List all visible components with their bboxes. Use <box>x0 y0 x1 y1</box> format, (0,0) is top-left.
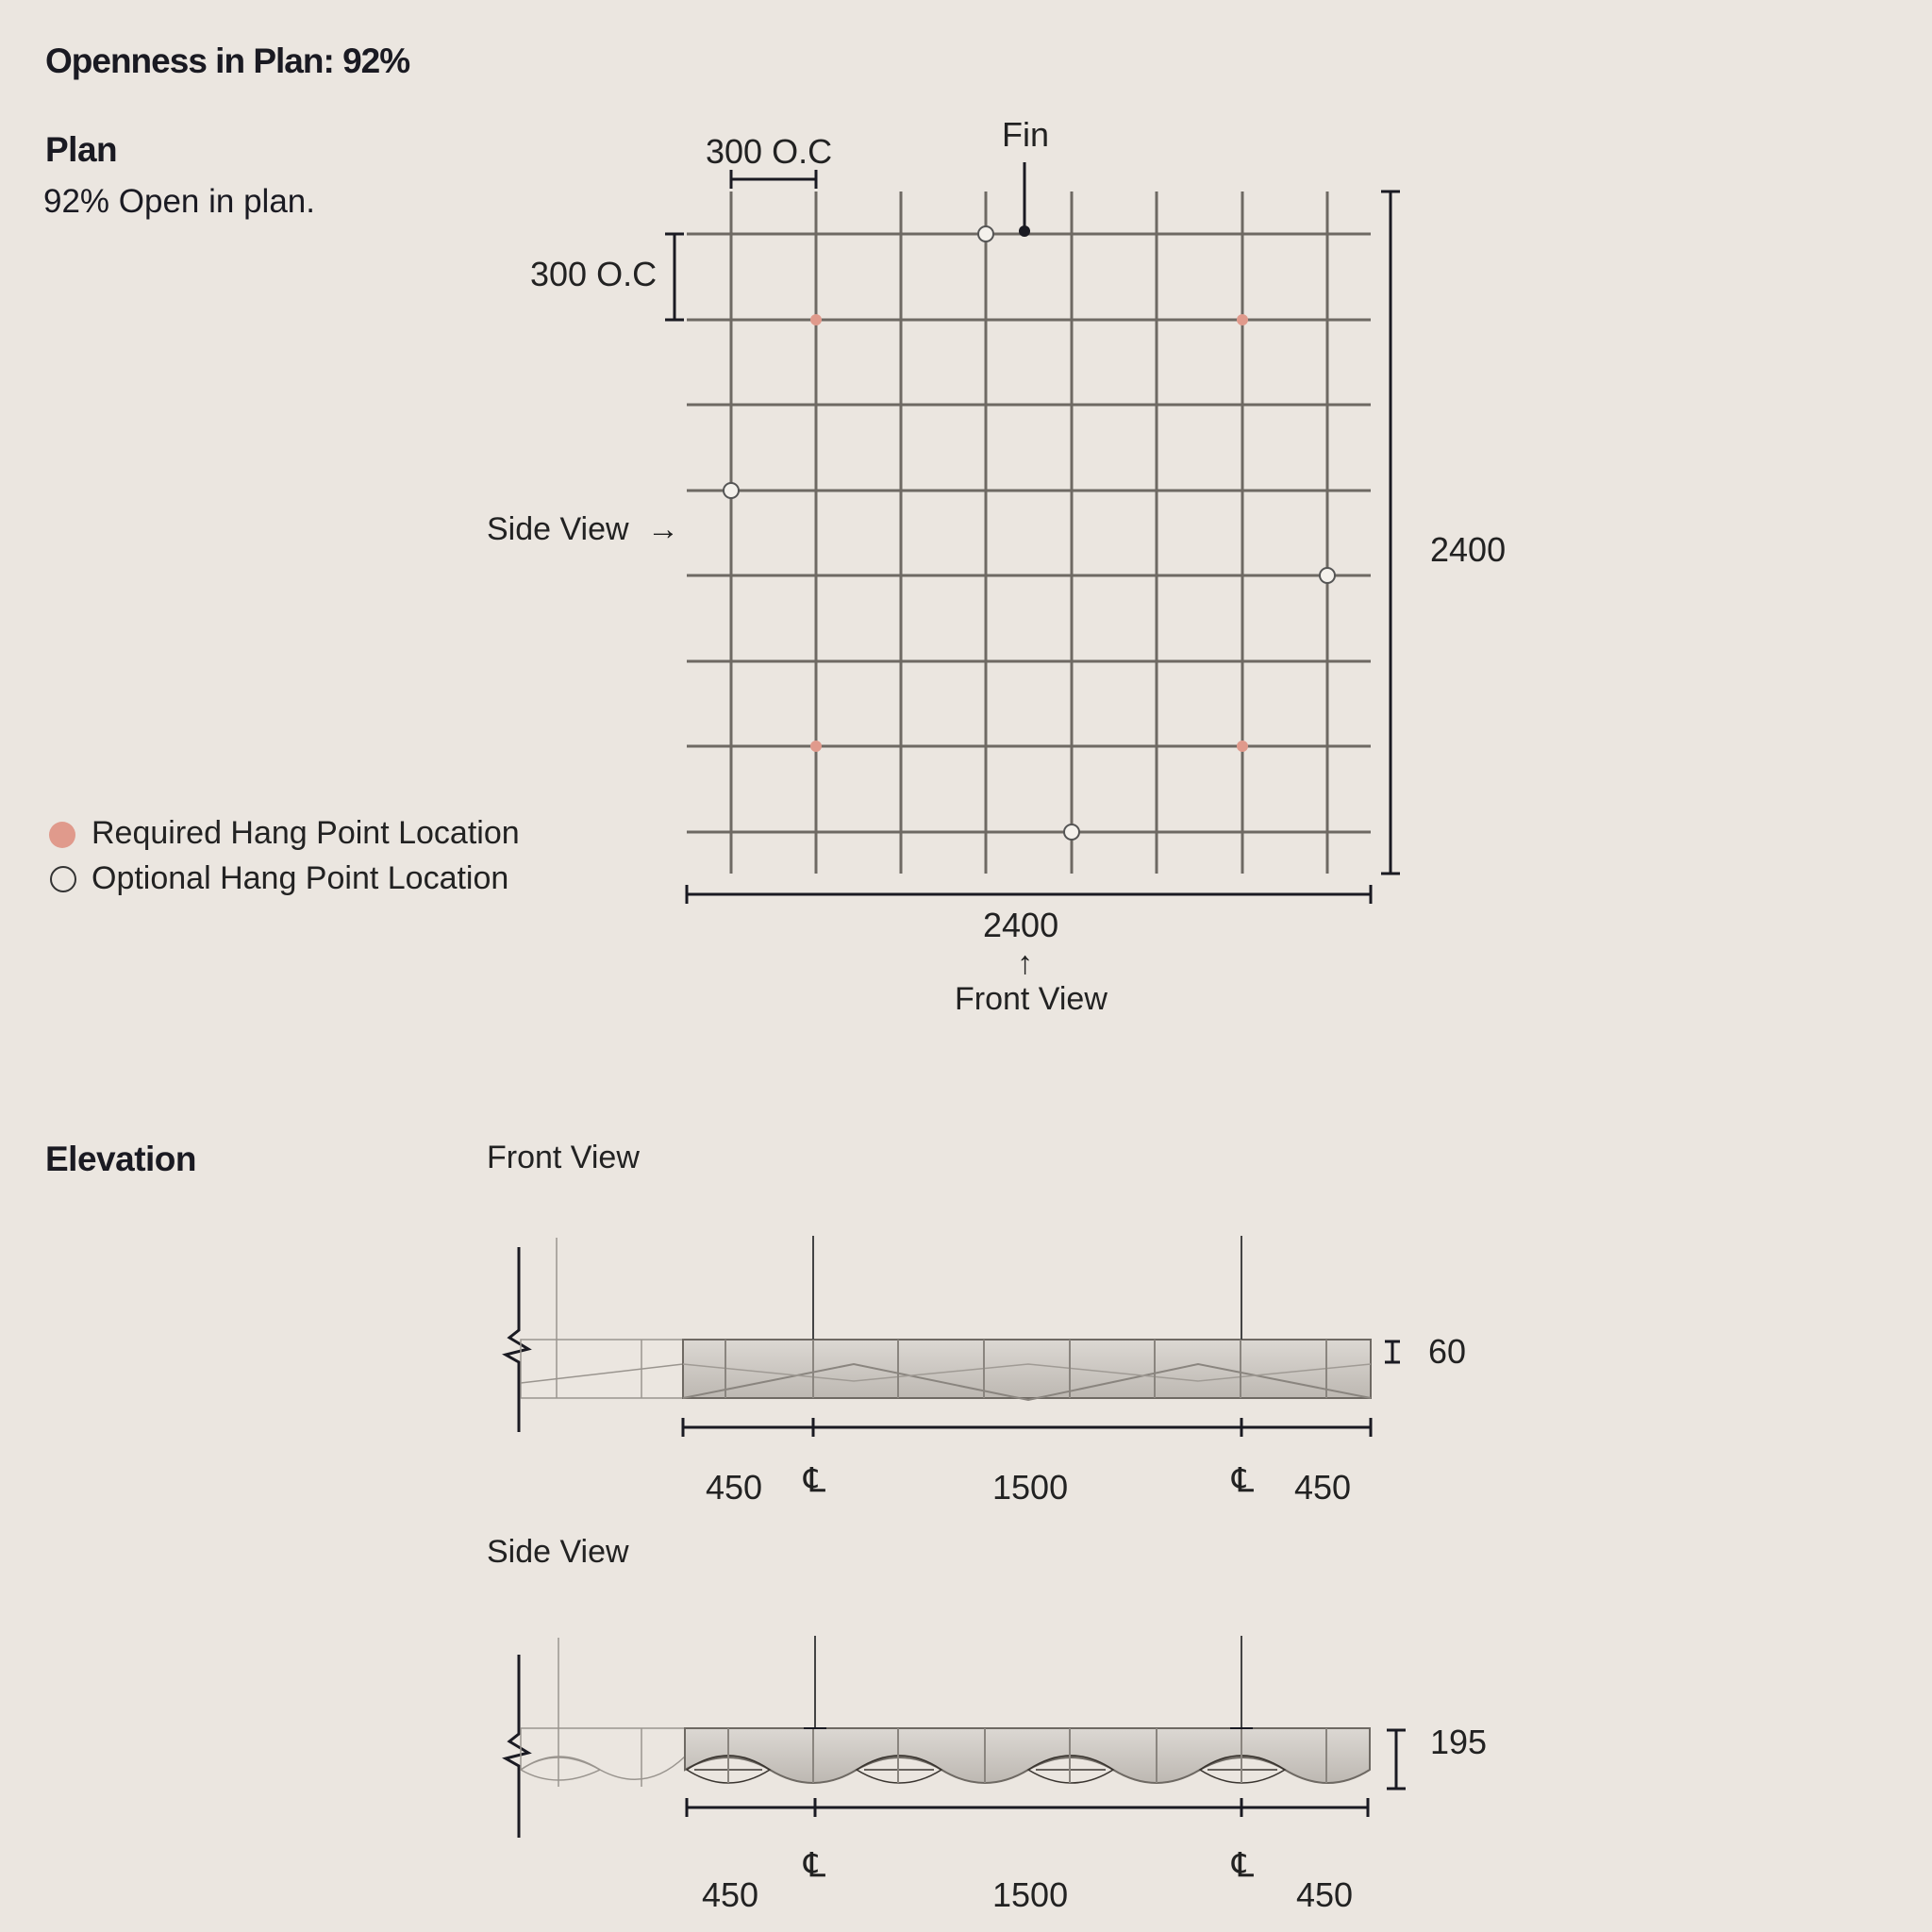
front-height-dimension <box>1385 1341 1400 1362</box>
spacing-y-label: 300 O.C <box>530 255 658 293</box>
optional-hang-point <box>1320 568 1335 583</box>
arrow-up-icon: ↑ <box>1017 945 1033 981</box>
plan-height-dimension <box>1381 192 1400 874</box>
front-dim-right: 450 <box>1294 1468 1352 1507</box>
optional-hang-point <box>978 226 993 242</box>
front-panel-body <box>683 1340 1371 1398</box>
side-view-label: Side View <box>487 511 629 547</box>
spacing-x-dimension <box>731 170 816 189</box>
required-hang-points <box>810 314 1248 752</box>
side-height-label: 195 <box>1430 1723 1488 1761</box>
spacing-y-dimension <box>665 234 684 320</box>
front-ghost-section <box>521 1238 683 1398</box>
side-dim-left: 450 <box>702 1875 759 1914</box>
optional-hang-point <box>724 483 739 498</box>
plan-height-label: 2400 <box>1430 530 1507 569</box>
fin-label: Fin <box>1002 115 1050 154</box>
front-width-dimension <box>683 1418 1371 1437</box>
plan-width-dimension <box>687 885 1371 904</box>
arrow-right-icon: → <box>647 511 680 547</box>
side-panel-body <box>685 1728 1370 1783</box>
legend-optional-label: Optional Hang Point Location <box>92 860 509 896</box>
side-dim-middle: 1500 <box>992 1875 1069 1914</box>
side-ghost-section <box>521 1638 685 1787</box>
front-height-label: 60 <box>1428 1332 1467 1371</box>
page-title: Openness in Plan: 92% <box>45 42 410 80</box>
side-centerline-right-icon: ℄ <box>1232 1845 1255 1884</box>
side-elevation-drawing <box>506 1636 1406 1838</box>
plan-grid <box>687 192 1371 874</box>
front-view-title: Front View <box>487 1140 640 1175</box>
side-height-dimension <box>1387 1730 1406 1789</box>
plan-heading: Plan <box>45 130 118 169</box>
required-hang-point <box>1237 314 1248 325</box>
fin-pointer-dot <box>1019 225 1030 237</box>
side-view-title: Side View <box>487 1534 629 1570</box>
optional-hang-point <box>1064 824 1079 840</box>
side-dim-right: 450 <box>1296 1875 1354 1914</box>
front-centerline-right-icon: ℄ <box>1232 1460 1255 1499</box>
front-elevation-drawing <box>506 1236 1400 1437</box>
side-centerline-left-icon: ℄ <box>804 1845 826 1884</box>
required-hang-point <box>810 314 822 325</box>
plan-description: 92% Open in plan. <box>43 183 315 220</box>
legend-required-label: Required Hang Point Location <box>92 815 520 851</box>
front-view-label: Front View <box>955 981 1108 1017</box>
required-hang-point <box>1237 741 1248 752</box>
front-centerline-left-icon: ℄ <box>804 1460 826 1499</box>
front-dim-middle: 1500 <box>992 1468 1069 1507</box>
spacing-x-label: 300 O.C <box>706 132 833 171</box>
side-break-line <box>506 1655 528 1838</box>
front-dim-left: 450 <box>706 1468 763 1507</box>
elevation-heading: Elevation <box>45 1140 196 1178</box>
side-width-dimension <box>687 1798 1368 1817</box>
required-hang-point <box>810 741 822 752</box>
plan-width-label: 2400 <box>983 906 1059 944</box>
